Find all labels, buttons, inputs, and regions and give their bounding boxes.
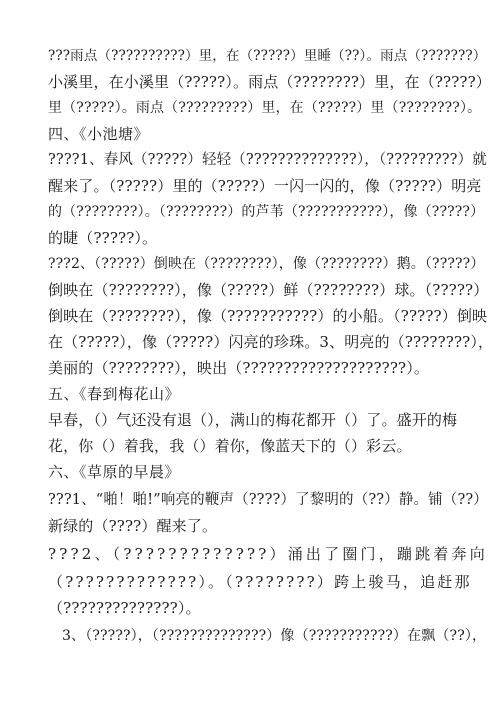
text-line: 倒映在（????????），像（?????）鲜（????????）球。（?????）: [48, 281, 489, 299]
text-line: 花，你（）着我，我（）着你，像蓝天下的（）彩云。: [48, 437, 412, 455]
text-line: 在（?????），像（?????）闪亮的珍珠。3、明亮的（????????），: [48, 333, 494, 351]
text-line: 小溪里，在小溪里（?????）。雨点（????????）里，在（?????）: [48, 73, 491, 91]
text-line: 醒来了。（?????）里的（?????）一闪一闪的，像（?????）明亮: [48, 177, 482, 195]
text-line: 美丽的（????????），映出（????????????????????）。: [48, 359, 430, 377]
text-line: 新绿的（????）醒来了。: [48, 517, 218, 535]
section-heading: 四、《小池塘》: [48, 125, 150, 143]
text-line: 早春，（）气还没有退（），满山的梅花都开（）了。盛开的梅: [48, 411, 458, 429]
text-line: （?????????????）。（????????）跨上骏马，追赶那: [48, 573, 472, 591]
text-line: 里（?????）。雨点（?????????）里，在（?????）里（????????）。: [48, 100, 482, 116]
section-heading: 五、《春到梅花山》: [48, 385, 181, 403]
text-line: （??????????????）。: [48, 599, 201, 617]
text-line: 的（????????）。（????????）的芦苇（???????????），像（?????）: [48, 204, 485, 220]
text-line: ???1、“啪！啪!”响亮的鞭声（????）了黎明的（??）静。铺（??）: [48, 492, 488, 508]
text-line: 3、（?????），（??????????????）像（???????????）在飘（??），: [62, 628, 487, 644]
text-line: 的睫（?????）。: [48, 229, 158, 247]
text-line: ????1、春风（?????）轻轻（??????????????），（?????????）就: [48, 152, 487, 168]
text-line: 倒映在（????????），像（???????????）的小船。（?????）倒映: [48, 307, 488, 325]
section-heading: 六、《草原的早晨》: [48, 463, 181, 481]
text-line: ???2、（?????????????）涌出了圈门，蹦跳着奔向: [48, 545, 488, 563]
text-line: ???雨点（??????????）里，在（?????）里睡（??）。雨点（???????）: [48, 48, 487, 64]
text-line: ???2、（?????）倒映在（????????），像（????????）鹅。（?????）: [48, 256, 485, 272]
